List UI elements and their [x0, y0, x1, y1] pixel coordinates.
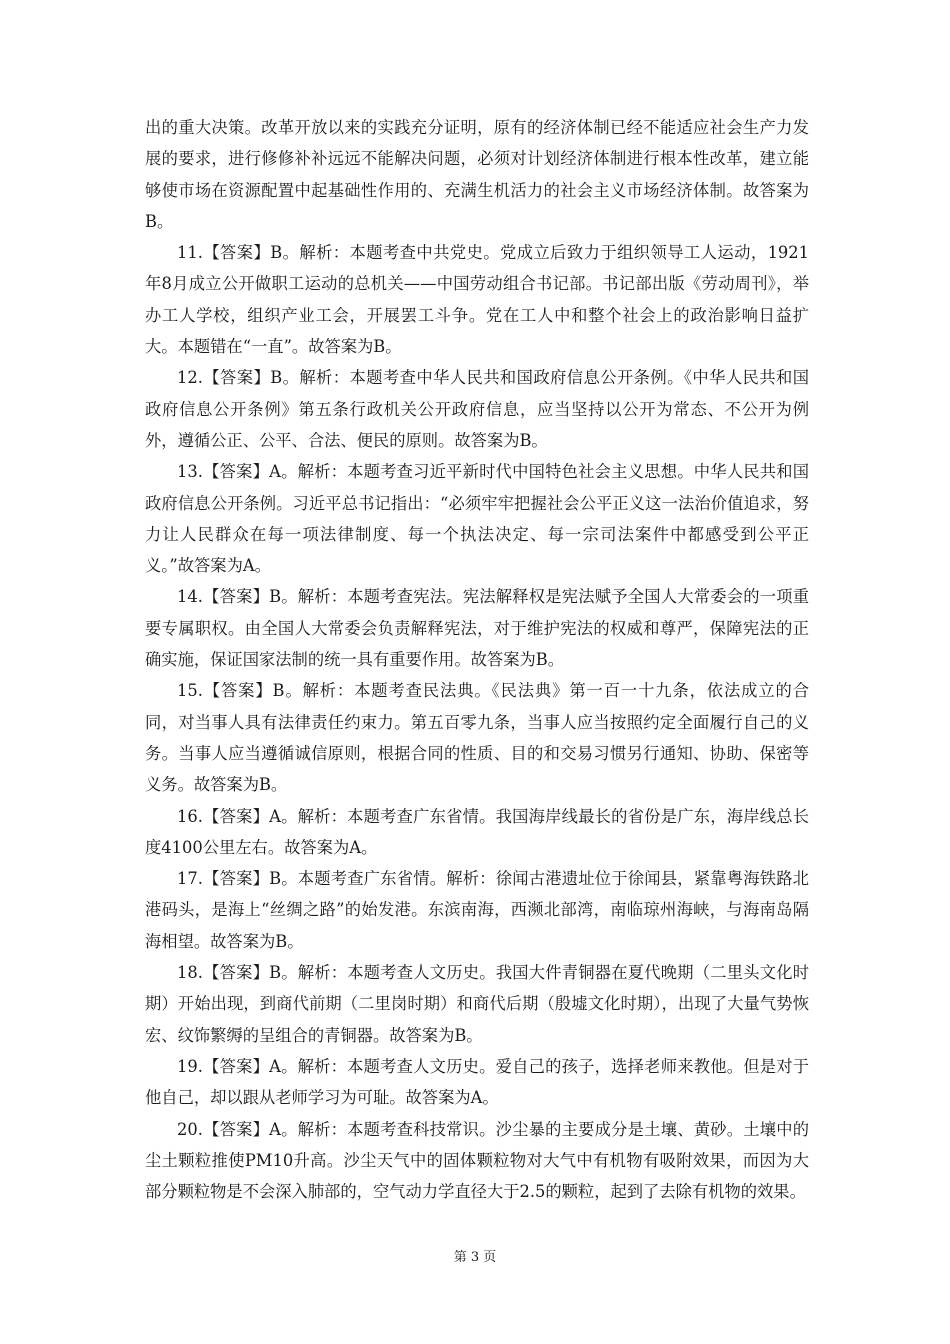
answer-11: 11.【答案】B。解析：本题考查中共党史。党成立后致力于组织领导工人运动，1921年8月成立公开做职工运动的总机关——中国劳动组合书记部。书记部出版《劳动周刊》，举办工人学校，组织产业工会，开展罢工斗争。党在工人中和整个社会上的政治影响日益扩大。本题错在“一直”。故答案为B。	[145, 243, 809, 357]
answer-16: 16.【答案】A。解析：本题考查广东省情。我国海岸线最长的省份是广东，海岸线总长度4100公里左右。故答案为A。	[145, 806, 809, 857]
answer-20: 20.【答案】A。解析：本题考查科技常识。沙尘暴的主要成分是土壤、黄砂。土壤中的尘土颗粒推使PM10升高。沙尘天气中的固体颗粒物对大气中有机物有吸附效果，而因为大部分颗粒物是不会深入肺部的，空气动力学直径大于2.5的颗粒，起到了去除有机物的效果。	[145, 1119, 809, 1202]
answer-17: 17.【答案】B。本题考查广东省情。解析：徐闻古港遗址位于徐闻县，紧靠粤海铁路北港码头，是海上“丝绸之路”的始发港。东滨南海，西濒北部湾，南临琼州海峡，与海南岛隔海相望。故答案为B。	[145, 869, 809, 951]
answer-18: 18.【答案】B。解析：本题考查人文历史。我国大件青铜器在夏代晚期（二里头文化时期）开始出现，到商代前期（二里岗时期）和商代后期（殷墟文化时期），出现了大量气势恢宏、纹饰繁缛的呈组合的青铜器。故答案为B。	[145, 963, 809, 1045]
paragraph-continuation: 出的重大决策。改革开放以来的实践充分证明，原有的经济体制已经不能适应社会生产力发展的要求，进行修修补补远远不能解决问题，必须对计划经济体制进行根本性改革，建立能够使市场在资源配置中起基础性作用的、充满生机活力的社会主义市场经济体制。故答案为B。	[145, 118, 809, 231]
answer-13: 13.【答案】A。解析：本题考查习近平新时代中国特色社会主义思想。中华人民共和国政府信息公开条例。习近平总书记指出：“必须牢牢把握社会公平正义这一法治价值追求，努力让人民群众在每一项法律制度、每一个执法决定、每一宗司法案件中都感受到公平正义。”故答案为A。	[145, 462, 809, 576]
answer-12: 12.【答案】B。解析：本题考查中华人民共和国政府信息公开条例。《中华人民共和国政府信息公开条例》第五条行政机关公开政府信息，应当坚持以公开为常态、不公开为例外，遵循公正、公平、合法、便民的原则。故答案为B。	[145, 368, 809, 450]
answer-14: 14.【答案】B。解析：本题考查宪法。宪法解释权是宪法赋予全国人大常委会的一项重要专属职权。由全国人大常委会负责解释宪法，对于维护宪法的权威和尊严，保障宪法的正确实施，保证国家法制的统一具有重要作用。故答案为B。	[145, 587, 809, 670]
page-number: 第 3 页	[453, 1250, 497, 1265]
answer-19: 19.【答案】A。解析：本题考查人文历史。爱自己的孩子，选择老师来教他。但是对于他自己，却以跟从老师学习为可耻。故答案为A。	[145, 1056, 809, 1108]
answer-15: 15.【答案】B。解析：本题考查民法典。《民法典》第一百一十九条，依法成立的合同，对当事人具有法律责任约束力。第五百零九条，当事人应当按照约定全面履行自己的义务。当事人应当遵循诚信原则，根据合同的性质、目的和交易习惯另行通知、协助、保密等义务。故答案为B。	[145, 681, 809, 795]
page-body	[145, 112, 809, 1207]
